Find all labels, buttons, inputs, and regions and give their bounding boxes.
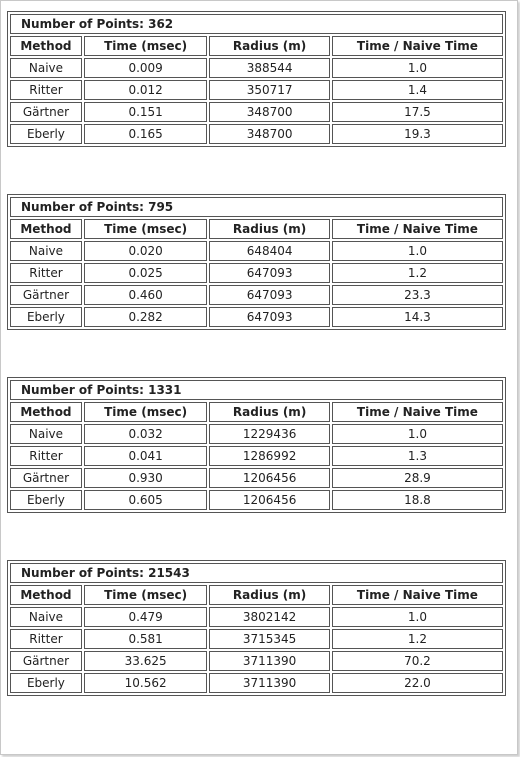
table-cell: 648404 [209,241,329,261]
table-row [10,80,503,100]
table-cell: 19.3 [332,124,503,144]
table-row [10,673,503,693]
table-cell: 3802142 [209,607,329,627]
table-cell: Naive [10,607,82,627]
table-cell: 10.562 [84,673,208,693]
table-cell: 3711390 [209,673,329,693]
table-cell: 1.4 [332,80,503,100]
table-row [10,241,503,261]
caption-row [10,197,503,217]
table-row [10,629,503,649]
table-row [10,490,503,510]
table-row [10,263,503,283]
table-cell: Naive [10,58,82,78]
table-cell: Eberly [10,124,82,144]
table-cell: 0.025 [84,263,208,283]
table-cell: Ritter [10,629,82,649]
table-cell: 3711390 [209,651,329,671]
results-table [7,194,506,330]
caption-row [10,380,503,400]
table-cell: 647093 [209,263,329,283]
column-header: Time / Naive Time [332,36,503,56]
table-cell: 0.282 [84,307,208,327]
table-cell: 3715345 [209,629,329,649]
table-cell: 388544 [209,58,329,78]
results-tables [7,11,506,743]
table-caption: Number of Points: 21543 [10,563,503,583]
column-header: Time (msec) [84,219,208,239]
column-header: Time / Naive Time [332,219,503,239]
table-cell: 1.0 [332,424,503,444]
header-row [10,36,503,56]
header-row [10,585,503,605]
table-cell: Gärtner [10,102,82,122]
results-table [7,11,506,147]
table-cell: 70.2 [332,651,503,671]
column-header: Time (msec) [84,585,208,605]
table-cell: Eberly [10,673,82,693]
table-caption: Number of Points: 362 [10,14,503,34]
table-cell: 0.041 [84,446,208,466]
table-caption: Number of Points: 1331 [10,380,503,400]
column-header: Time / Naive Time [332,402,503,422]
table-cell: 1.2 [332,263,503,283]
table-cell: 0.020 [84,241,208,261]
table-cell: 1206456 [209,468,329,488]
table-cell: 0.012 [84,80,208,100]
table-cell: 17.5 [332,102,503,122]
table-row [10,124,503,144]
table-row [10,651,503,671]
table-cell: Gärtner [10,651,82,671]
table-cell: 0.009 [84,58,208,78]
table-cell: 0.151 [84,102,208,122]
table-cell: Ritter [10,446,82,466]
table-cell: 1.0 [332,58,503,78]
table-cell: Ritter [10,263,82,283]
table-cell: 647093 [209,307,329,327]
table-cell: 0.460 [84,285,208,305]
column-header: Radius (m) [209,219,329,239]
table-caption: Number of Points: 795 [10,197,503,217]
table-cell: 0.605 [84,490,208,510]
table-row [10,607,503,627]
caption-row [10,14,503,34]
header-row [10,402,503,422]
table-cell: 1229436 [209,424,329,444]
column-header: Radius (m) [209,585,329,605]
table-row [10,468,503,488]
table-cell: Naive [10,424,82,444]
table-cell: Gärtner [10,285,82,305]
table-cell: Eberly [10,490,82,510]
table-cell: 350717 [209,80,329,100]
table-cell: 348700 [209,124,329,144]
header-row [10,219,503,239]
results-table [7,560,506,696]
table-cell: Gärtner [10,468,82,488]
column-header: Method [10,36,82,56]
table-cell: 647093 [209,285,329,305]
caption-row [10,563,503,583]
table-cell: 14.3 [332,307,503,327]
table-cell: 1.0 [332,607,503,627]
table-cell: 0.165 [84,124,208,144]
table-cell: Naive [10,241,82,261]
table-cell: 1.0 [332,241,503,261]
table-row [10,307,503,327]
column-header: Method [10,402,82,422]
table-cell: 1206456 [209,490,329,510]
table-row [10,446,503,466]
table-row [10,58,503,78]
table-cell: 348700 [209,102,329,122]
table-cell: 18.8 [332,490,503,510]
table-cell: Ritter [10,80,82,100]
table-cell: Eberly [10,307,82,327]
table-cell: 1.3 [332,446,503,466]
column-header: Method [10,585,82,605]
table-cell: 23.3 [332,285,503,305]
column-header: Method [10,219,82,239]
table-cell: 22.0 [332,673,503,693]
column-header: Radius (m) [209,36,329,56]
table-cell: 0.032 [84,424,208,444]
column-header: Radius (m) [209,402,329,422]
table-cell: 0.479 [84,607,208,627]
column-header: Time / Naive Time [332,585,503,605]
table-cell: 0.581 [84,629,208,649]
table-row [10,285,503,305]
table-row [10,102,503,122]
table-cell: 33.625 [84,651,208,671]
table-row [10,424,503,444]
results-table [7,377,506,513]
column-header: Time (msec) [84,36,208,56]
table-cell: 1286992 [209,446,329,466]
column-header: Time (msec) [84,402,208,422]
table-cell: 28.9 [332,468,503,488]
table-cell: 1.2 [332,629,503,649]
table-cell: 0.930 [84,468,208,488]
